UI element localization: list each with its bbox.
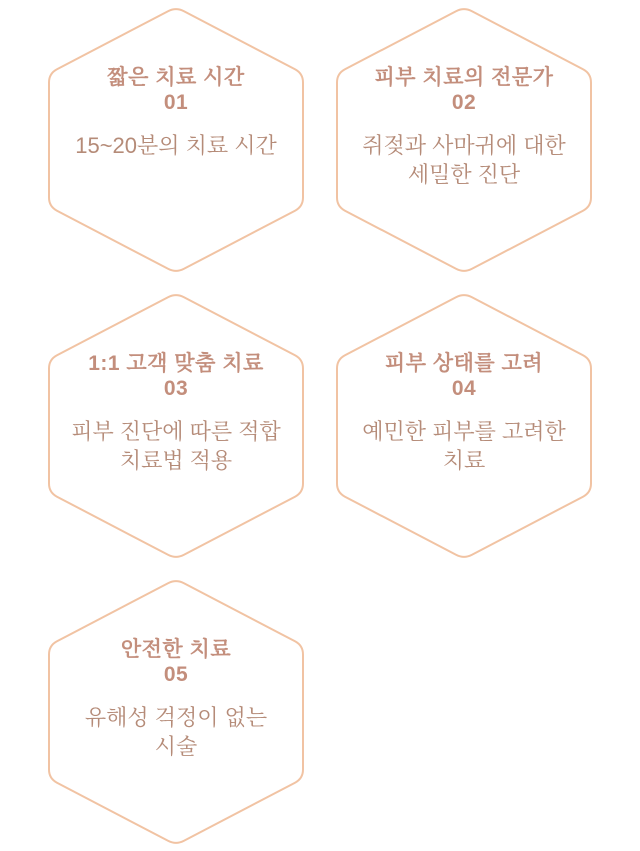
feature-title: 1:1 고객 맞춤 치료 [88, 352, 264, 375]
feature-content [59, 637, 293, 761]
feature-content [59, 351, 293, 475]
feature-description: 쥐젖과 사마귀에 대한 세밀한 진단 [362, 133, 566, 187]
feature-card-5 [47, 577, 305, 847]
feature-description: 예민한 피부를 고려한 치료 [362, 419, 566, 473]
feature-description: 유해성 걱정이 없는 시술 [84, 705, 268, 759]
feature-description: 15~20분의 치료 시간 [75, 133, 277, 158]
feature-card-1 [47, 5, 305, 275]
feature-card-4 [335, 291, 593, 561]
feature-number: 02 [451, 91, 477, 114]
feature-title: 피부 치료의 전문가 [374, 66, 554, 89]
feature-content [347, 351, 581, 475]
feature-content [347, 65, 581, 189]
feature-content [59, 65, 293, 160]
feature-card-3 [47, 291, 305, 561]
feature-description: 피부 진단에 따른 적합 치료법 적용 [71, 419, 281, 473]
feature-title: 짧은 치료 시간 [107, 66, 245, 89]
feature-number: 05 [163, 663, 189, 686]
feature-title: 피부 상태를 고려 [384, 352, 544, 375]
feature-number: 03 [163, 377, 189, 400]
feature-title: 안전한 치료 [120, 638, 232, 661]
feature-number: 01 [163, 91, 189, 114]
feature-card-2 [335, 5, 593, 275]
feature-number: 04 [451, 377, 477, 400]
